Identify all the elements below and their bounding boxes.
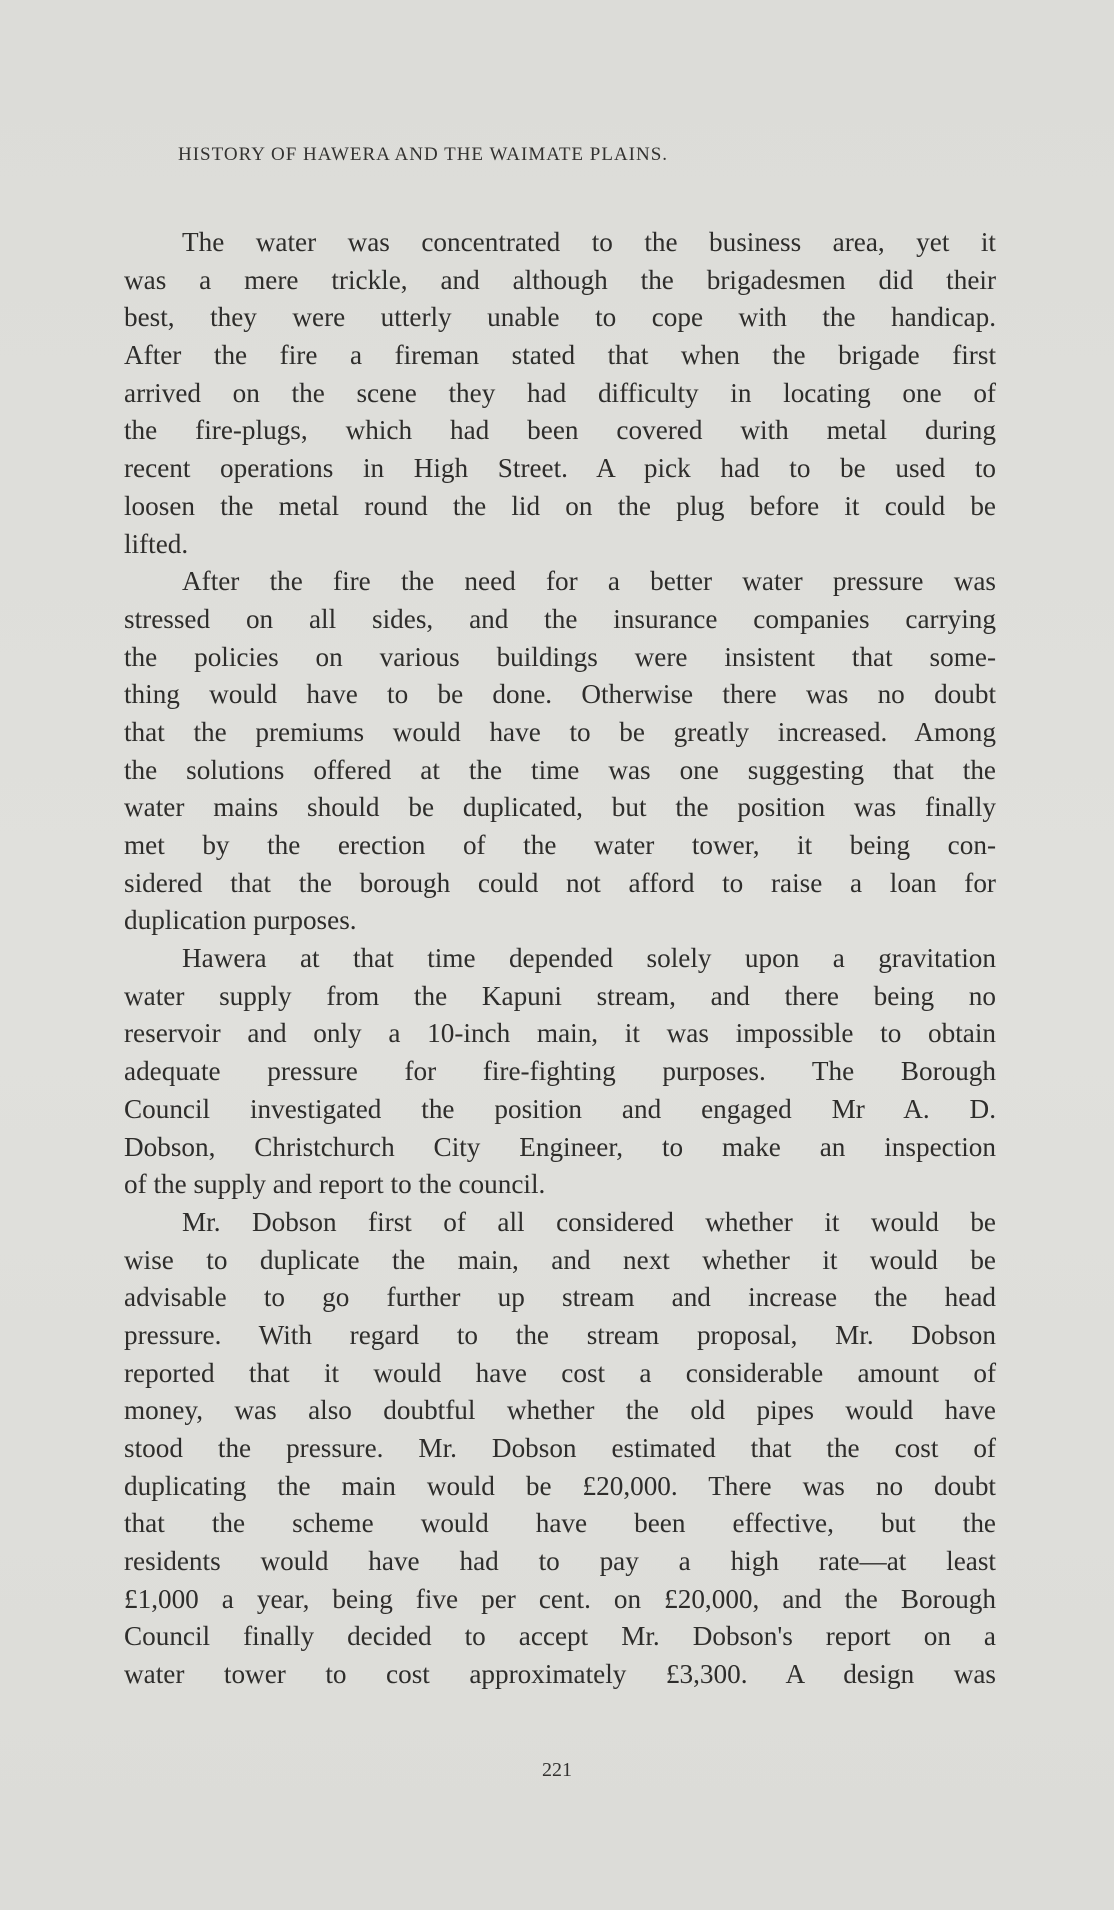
text-line: that the premiums would have to be greatly increased. Among (124, 716, 996, 747)
text-line: best, they were utterly unable to cope with the handicap. (124, 302, 996, 333)
text-line: money, was also doubtful whether the old pipes would have (124, 1395, 996, 1426)
text-line: Council finally decided to accept Mr. Dobson's report on a (124, 1621, 996, 1652)
text-line: Hawera at that time depended solely upon a gravitation (182, 943, 996, 974)
text-line: adequate pressure for fire-fighting purposes. The Borough (124, 1056, 996, 1087)
text-line: of the supply and report to the council. (124, 1169, 546, 1200)
running-title: HISTORY OF HAWERA AND THE WAIMATE PLAINS. (178, 144, 669, 165)
text-line: lifted. (124, 528, 189, 559)
text-line: advisable to go further up stream and increase the head (124, 1282, 996, 1313)
text-line: duplicating the main would be £20,000. There was no doubt (124, 1470, 996, 1501)
text-line: thing would have to be done. Otherwise there was no doubt (124, 679, 996, 710)
text-line: The water was concentrated to the business area, yet it (182, 227, 996, 257)
text-line: water tower to cost approximately £3,300. A design was (124, 1659, 996, 1690)
text-line: duplication purposes. (124, 905, 357, 936)
text-line: reported that it would have cost a considerable amount of (124, 1357, 996, 1388)
text-line: arrived on the scene they had difficulty in locating one of (124, 377, 996, 408)
text-line: water supply from the Kapuni stream, and there being no (124, 980, 996, 1011)
body-text (124, 224, 996, 1694)
page-number: 221 (542, 1759, 572, 1781)
text-line: After the fire the need for a better water pressure was (182, 566, 996, 597)
text-line: Mr. Dobson first of all considered whether it would be (182, 1206, 996, 1237)
text-line: the solutions offered at the time was one suggesting that the (124, 754, 996, 785)
text-line: water mains should be duplicated, but the position was finally (124, 792, 996, 823)
text-line: met by the erection of the water tower, it being con- (124, 830, 996, 860)
text-line: Council investigated the position and engaged Mr A. D. (124, 1093, 996, 1124)
text-line: sidered that the borough could not afford to raise a loan for (124, 867, 996, 898)
text-line: recent operations in High Street. A pick had to be used to (124, 453, 996, 484)
text-line: that the scheme would have been effective, but the (124, 1508, 996, 1539)
text-line: loosen the metal round the lid on the plug before it could be (124, 490, 996, 521)
text-line: After the fire a fireman stated that when the brigade first (124, 340, 996, 371)
text-line: reservoir and only a 10-inch main, it was impossible to obtain (124, 1018, 996, 1049)
text-line: the policies on various buildings were insistent that some- (124, 641, 996, 672)
text-line: was a mere trickle, and although the brigadesmen did their (124, 264, 996, 295)
text-line: Dobson, Christchurch City Engineer, to make an inspection (124, 1131, 996, 1162)
text-line: stood the pressure. Mr. Dobson estimated that the cost of (124, 1433, 996, 1463)
text-line: wise to duplicate the main, and next whether it would be (124, 1244, 996, 1275)
text-line: the fire-plugs, which had been covered with metal during (124, 415, 996, 446)
text-line: £1,000 a year, being five per cent. on £20,000, and the Borough (124, 1583, 996, 1614)
text-line: residents would have had to pay a high rate—at least (124, 1546, 996, 1577)
text-line: stressed on all sides, and the insurance companies carrying (124, 603, 996, 634)
text-line: pressure. With regard to the stream proposal, Mr. Dobson (124, 1319, 996, 1350)
